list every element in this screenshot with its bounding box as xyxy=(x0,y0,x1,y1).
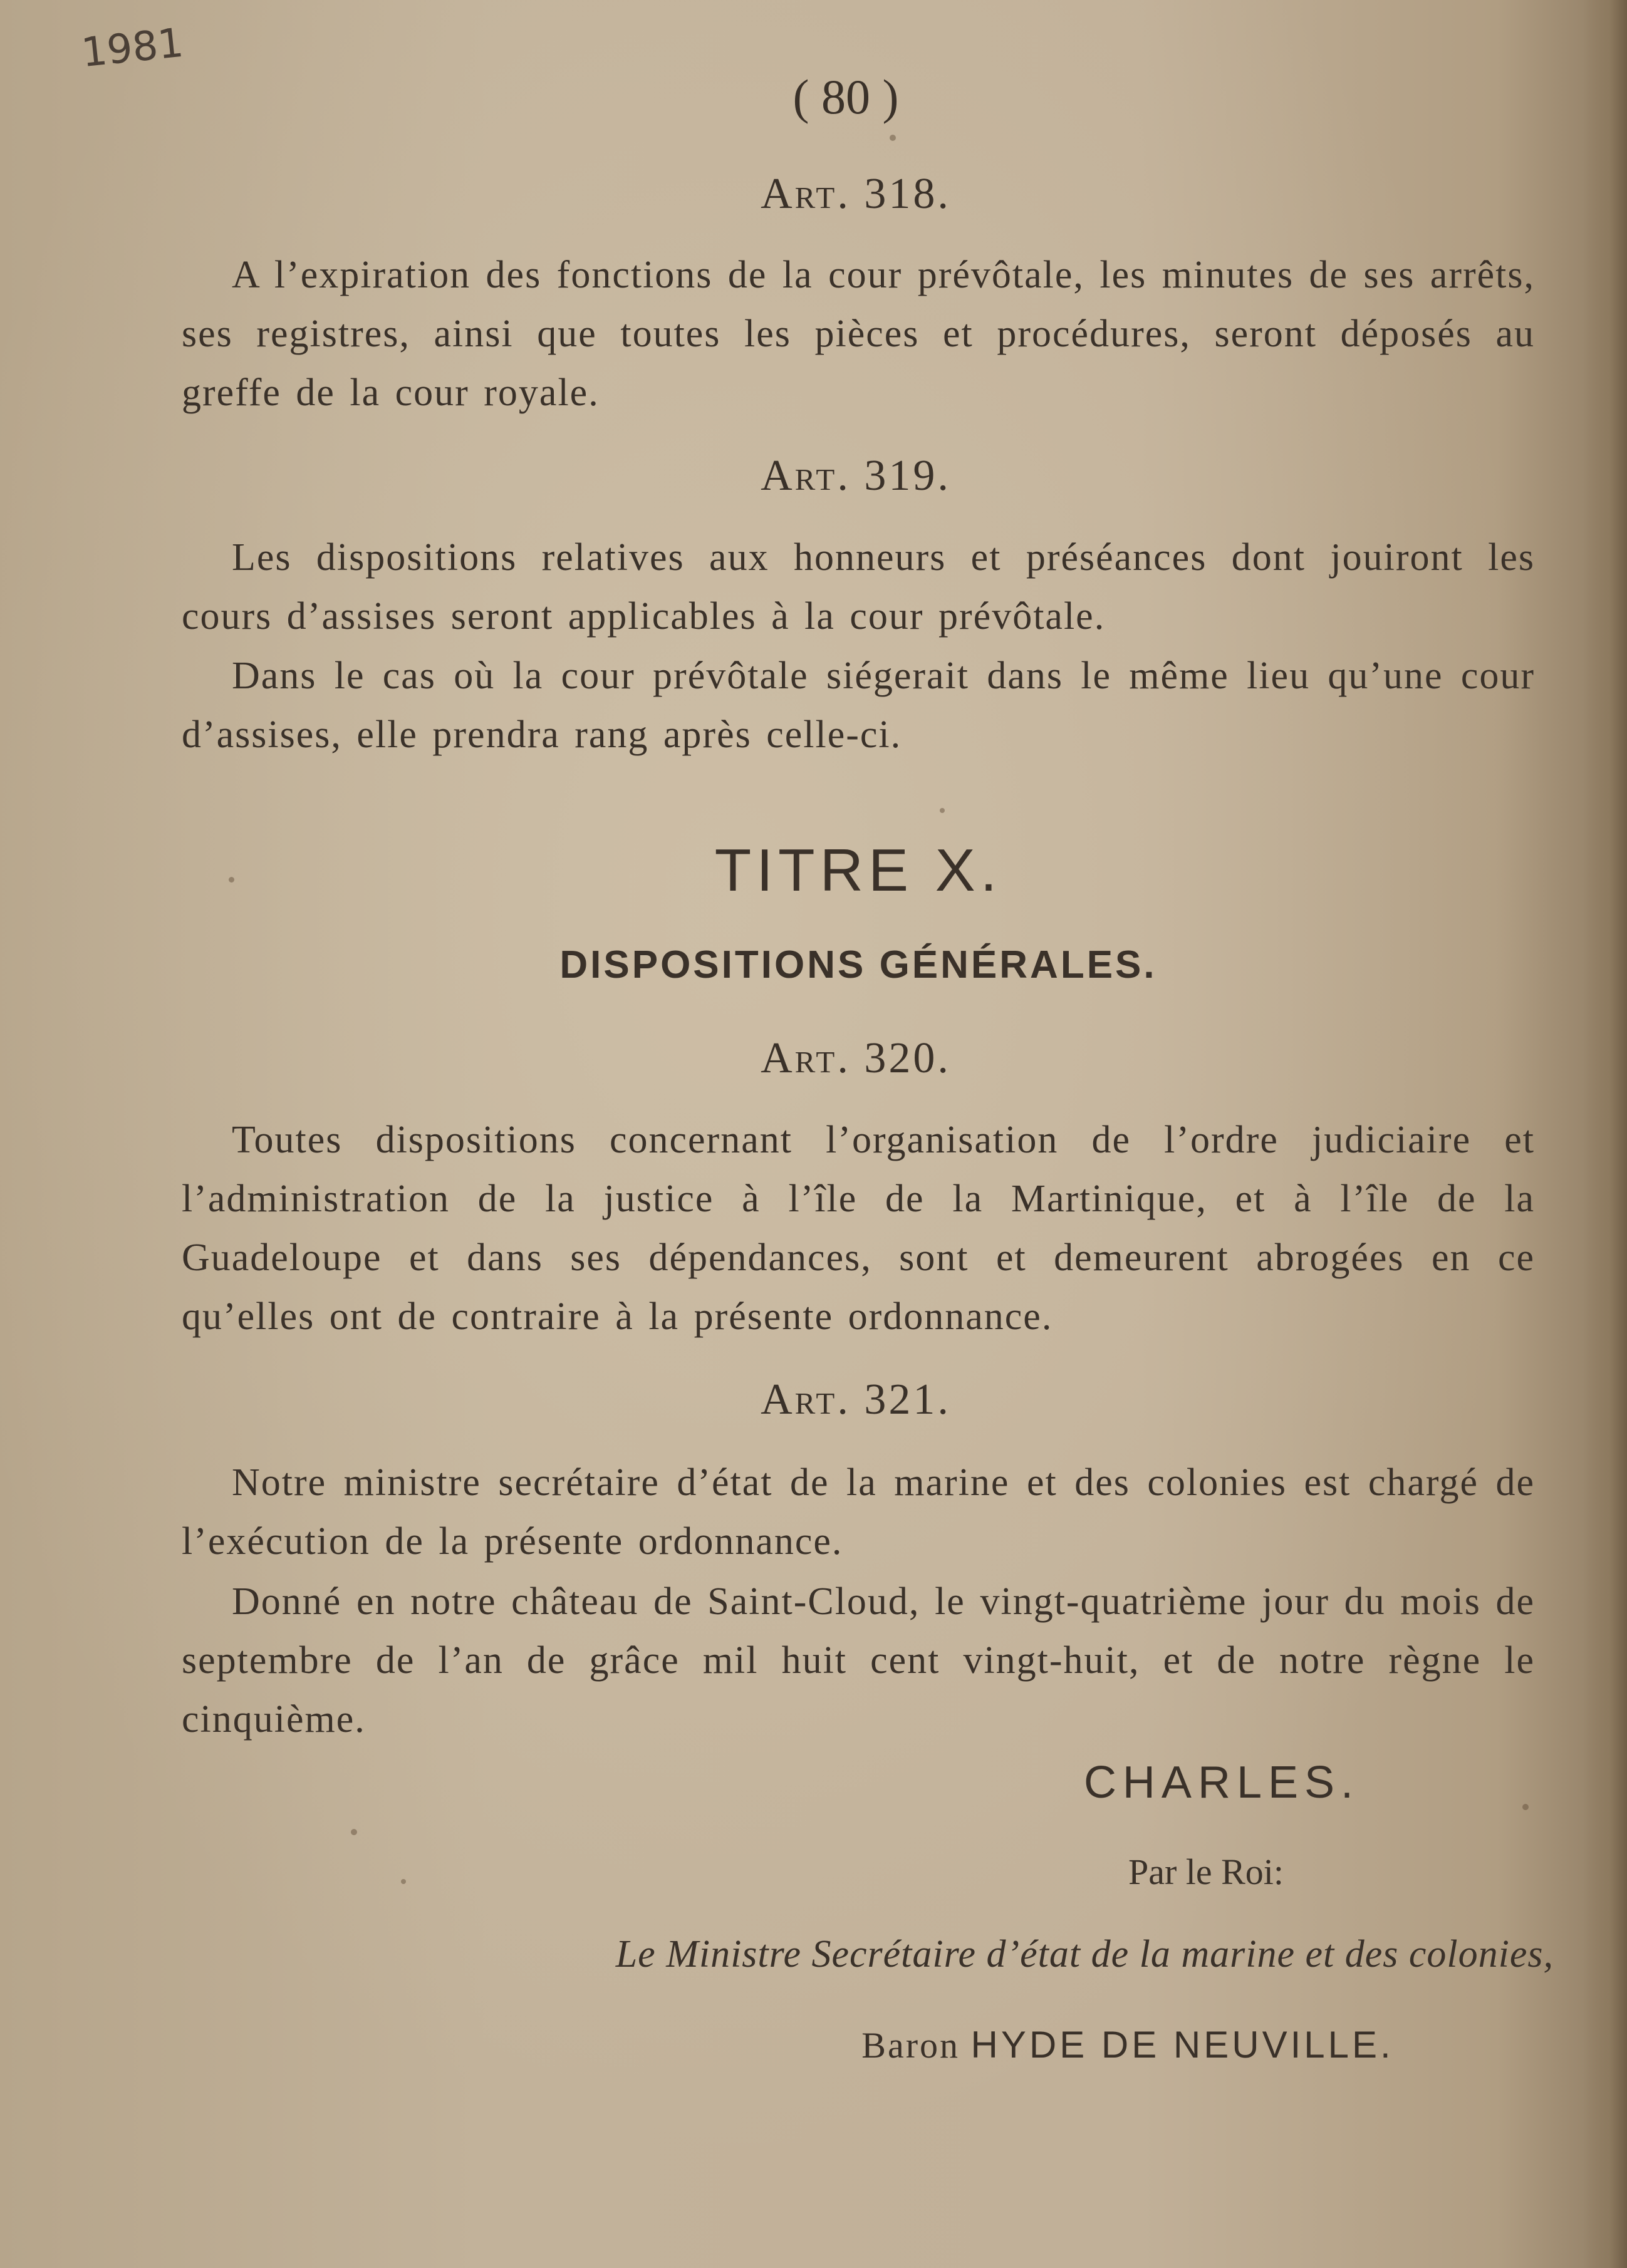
ink-spot xyxy=(940,808,945,813)
par-le-roi: Par le Roi: xyxy=(1128,1851,1284,1892)
article-paragraph: Dans le cas où la cour prévôtale siégerait dans le même lieu qu’une cour d’assises, elle prendra rang après celle-ci. xyxy=(182,655,1535,756)
article-paragraph: Donné en notre château de Saint-Cloud, le vingt-quatrième jour du mois de septembre de l’an de grâce mil huit cent vingt-huit, et de notre règne le cinquième. xyxy=(182,1580,1535,1741)
margin-note: 1981 xyxy=(79,19,186,77)
minister-title: Le Ministre Secrétaire d’état de la marine et des colonies, xyxy=(615,1933,1554,1975)
article-paragraph: Toutes dispositions concernant l’organisation de l’ordre judiciaire et l’administration de la justice à l’île de la Martinique, et à l’île de la Guadeloupe et dans ses dépendances, sont et demeurent abrogées en ce qu’elles ont de contraire à la présente ordonnance. xyxy=(182,1119,1535,1338)
article-heading: Art. 318. xyxy=(761,170,951,218)
baron-name: HYDE DE NEUVILLE. xyxy=(970,2024,1394,2066)
article-paragraph: A l’expiration des fonctions de la cour prévôtale, les minutes de ses arrêts, ses registres, ainsi que toutes les pièces et procédures, seront déposés au greffe de la cour royale. xyxy=(182,254,1535,414)
section-title: TITRE X. xyxy=(714,837,1002,904)
minister-name xyxy=(814,2023,1441,2066)
ink-spot xyxy=(1522,1804,1529,1810)
ink-spot xyxy=(401,1879,406,1884)
article-paragraph: Notre ministre secrétaire d’état de la marine et des colonies est chargé de l’exécution de la présente ordonnance. xyxy=(182,1461,1535,1563)
royal-signature: CHARLES. xyxy=(1083,1758,1360,1808)
page-edge xyxy=(1583,0,1627,2268)
article-heading: Art. 321. xyxy=(761,1375,951,1424)
section-subtitle: DISPOSITIONS GÉNÉRALES. xyxy=(559,943,1157,986)
page-number: ( 80 ) xyxy=(793,70,899,124)
article-paragraph: Les dispositions relatives aux honneurs et préséances dont jouiront les cours d’assises seront applicables à la cour prévôtale. xyxy=(182,536,1535,638)
ink-spot xyxy=(229,877,234,883)
article-heading: Art. 320. xyxy=(761,1034,951,1082)
ink-spot xyxy=(351,1829,357,1835)
ink-spot xyxy=(890,135,896,141)
article-heading: Art. 319. xyxy=(761,452,951,500)
baron-prefix: Baron xyxy=(861,2025,960,2066)
